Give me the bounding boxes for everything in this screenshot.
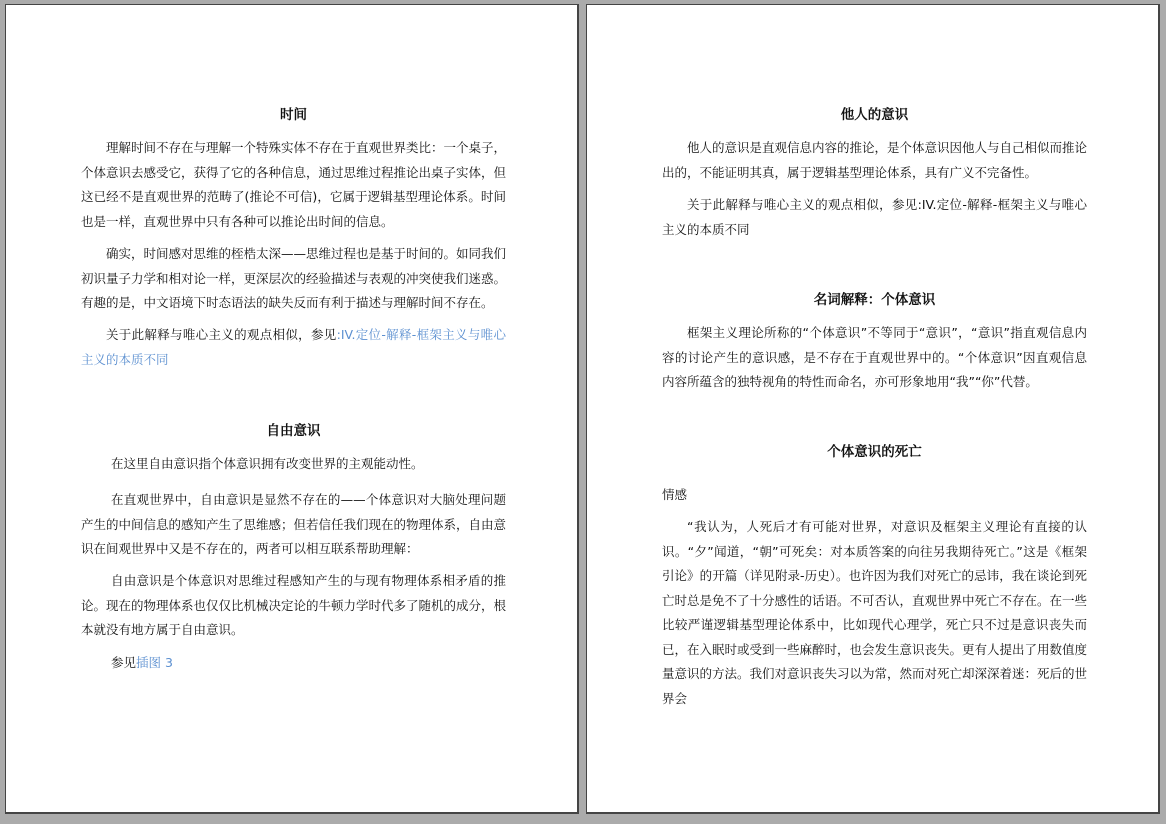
section-title-term-individual-consciousness: 名词解释：个体意识 <box>813 292 936 308</box>
figure-reference-link[interactable]: 插图 3 <box>136 655 173 670</box>
paragraph: 他人的意识是直观信息内容的推论，是个体意识因他人与自己相似而推论出的，不能证明其真，属于逻辑基型理论体系，具有广义不完备性。 <box>662 140 1088 180</box>
cross-reference-link[interactable]: :IV.定位-解释-框架主义与唯心主义的本质不同 <box>81 327 506 367</box>
reference-paragraph <box>81 323 506 372</box>
paragraph: 在直观世界中，自由意识是显然不存在的——个体意识对大脑处理问题产生的中间信息的感知产生了思维感；但若信任我们现在的物理体系，自由意识在间观世界中又是不存在的，两者可以相互联系帮助理解： <box>81 492 507 556</box>
section-title-free-will: 自由意识 <box>266 423 321 439</box>
page-content <box>81 5 506 805</box>
paragraph: 关于此解释与唯心主义的观点相似，参见:IV.定位-解释-框架主义与唯心主义的本质不同 <box>662 197 1087 237</box>
paragraph: 理解时间不存在与理解一个特殊实体不存在于直观世界类比：一个桌子，个体意识去感受它，获得了它的各种信息，通过思维过程推论出桌子实体，但这已经不是直观世界的范畴了(推论不可信)，它属于逻辑基型理论体系。时间也是一样，直观世界中只有各种可以推论出时间的信息。 <box>81 140 507 229</box>
section-title-others-consciousness: 他人的意识 <box>840 107 909 123</box>
page-content <box>662 5 1087 805</box>
document-page-left <box>5 4 579 814</box>
reference-prefix: 参见 <box>111 655 137 670</box>
paragraph: 在这里自由意识指个体意识拥有改变世界的主观能动性。 <box>111 456 424 471</box>
paragraph: 自由意识是个体意识对思维过程感知产生的与现有物理体系相矛盾的推论。现在的物理体系也仅仅比机械决定论的牛顿力学时代多了随机的成分，根本就没有地方属于自由意识。 <box>81 573 507 637</box>
paragraph: “我认为，人死后才有可能对世界，对意识及框架主义理论有直接的认识。“夕”闻道，“朝”可死矣：对本质答案的向往另我期待死亡。”这是《框架引论》的开篇（详见附录-历史）。也许因为我们对死亡的忌讳，我在谈论到死亡时总是免不了十分感性的话语。不可否认，直观世界中死亡不存在。在一些比较严谨逻辑基型理论体系中，比如现代心理学，死亡只不过是意识丧失而已，在入眠时或受到一些麻醉时，也会发生意识丧失。更有人提出了用数值度量意识的方法。我们对意识丧失习以为常，然而对死亡却深深着迷：死后的世界会 <box>662 519 1088 706</box>
subheading-emotion: 情感 <box>662 487 688 502</box>
paragraph: 框架主义理论所称的“个体意识”不等同于“意识”，“意识”指直观信息内容的讨论产生的意识感，是不存在于直观世界中的。“个体意识”因直观信息内容所蕴含的独特视角的特性而命名，亦可形象地用“我”“你”代替。 <box>662 325 1087 389</box>
reference-prefix: 关于此解释与唯心主义的观点相似，参见 <box>106 327 337 342</box>
section-title-time: 时间 <box>280 107 307 123</box>
section-title-death-of-individual-consciousness: 个体意识的死亡 <box>827 444 922 460</box>
reference-paragraph <box>81 651 506 676</box>
paragraph: 确实，时间感对思维的桎梏太深——思维过程也是基于时间的。如同我们初识量子力学和相对论一样，更深层次的经验描述与表观的冲突使我们迷惑。有趣的是，中文语境下时态语法的缺失反而有利于描述与理解时间不存在。 <box>81 246 507 310</box>
document-page-right <box>586 4 1160 814</box>
